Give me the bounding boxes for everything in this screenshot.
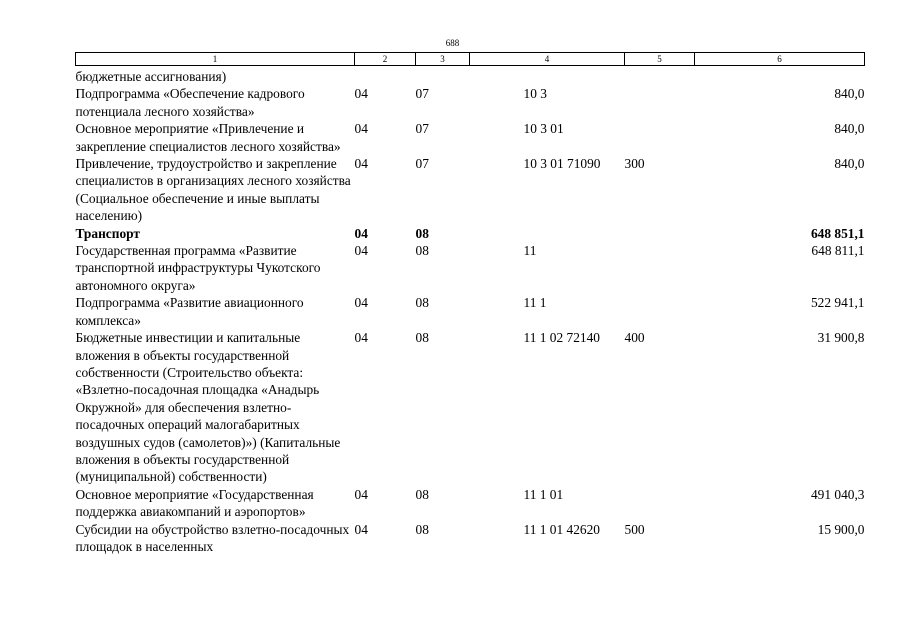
row-target-code: 11 1 01 42620	[523, 521, 600, 537]
row-section-code: 04	[354, 121, 368, 137]
row-amount: 648 811,1	[811, 243, 865, 259]
row-amount: 840,0	[834, 121, 865, 137]
row-amount: 840,0	[834, 86, 865, 102]
table-row	[76, 294, 865, 329]
budget-table	[75, 52, 865, 555]
row-target-code: 11	[523, 243, 537, 259]
row-expense-code	[625, 242, 695, 294]
row-subsection-code: 08	[415, 521, 429, 537]
row-section-code	[355, 66, 416, 86]
table-body	[76, 66, 865, 556]
row-expense-code	[625, 85, 695, 120]
row-expense-code	[625, 120, 695, 155]
row-name: Подпрограмма «Обеспечение кадрового потенциала лесного хозяйства»	[75, 86, 305, 119]
row-expense-code: 500	[624, 521, 645, 537]
row-amount: 840,0	[834, 156, 865, 172]
row-expense-code	[625, 66, 695, 86]
row-subsection-code	[416, 66, 470, 86]
row-amount: 31 900,8	[817, 330, 865, 346]
table-row	[76, 242, 865, 294]
row-subsection-code: 07	[415, 121, 429, 137]
row-subsection-code: 08	[415, 295, 429, 311]
table-row	[76, 521, 865, 556]
row-subsection-code: 07	[415, 86, 429, 102]
row-name: Государственная программа «Развитие транспортной инфраструктуры Чукотского автономного округа»	[75, 243, 321, 293]
row-name: Бюджетные инвестиции и капитальные вложения в объекты государственной собственности (Строительство объекта: «Взлетно-посадочная площадка «Анадырь Окружной» для обеспечения взлетно-посадочных операций малогабаритных воздушных судов (самолетов)») (Капитальные вложения в объекты государственной (муниципальной) собственности)	[75, 330, 341, 485]
table-row	[76, 66, 865, 86]
row-target-code: 11 1 02 72140	[523, 330, 600, 346]
row-expense-code	[625, 225, 695, 242]
row-section-code: 04	[354, 330, 368, 346]
table-row	[76, 85, 865, 120]
row-subsection-code: 07	[415, 156, 429, 172]
row-amount: 15 900,0	[817, 521, 865, 537]
row-expense-code	[625, 294, 695, 329]
row-section-code: 04	[354, 156, 368, 172]
row-target-code: 10 3	[523, 86, 547, 102]
table-row	[76, 225, 865, 242]
row-subsection-code: 08	[415, 243, 429, 259]
row-expense-code	[625, 486, 695, 521]
column-number-section: 2	[355, 53, 416, 66]
row-name: Подпрограмма «Развитие авиационного комплекса»	[75, 295, 304, 328]
row-section-code: 04	[354, 295, 368, 311]
row-section-code: 04	[354, 243, 368, 259]
row-target-code	[470, 225, 625, 242]
row-amount	[695, 66, 865, 86]
row-name: Привлечение, трудоустройство и закрепление специалистов в организациях лесного хозяйства (Социальное обеспечение и иные выплаты населению)	[75, 156, 351, 224]
row-target-code: 10 3 01 71090	[523, 156, 601, 172]
row-expense-code: 300	[624, 156, 645, 172]
row-amount: 491 040,3	[810, 486, 865, 502]
row-name: Основное мероприятие «Государственная поддержка авиакомпаний и аэропортов»	[75, 486, 314, 520]
row-subsection-code: 08	[415, 486, 429, 502]
row-subsection-code: 08	[415, 225, 429, 241]
row-name: Субсидии на обустройство взлетно-посадочных площадок в населенных	[75, 521, 350, 554]
row-target-code: 10 3 01	[523, 121, 564, 137]
row-name: Транспорт	[75, 225, 140, 241]
row-subsection-code: 08	[415, 330, 429, 346]
row-section-code: 04	[354, 86, 368, 102]
table-row	[76, 329, 865, 486]
column-number-name: 1	[76, 53, 355, 66]
row-amount: 522 941,1	[810, 295, 865, 311]
page-number: 688	[445, 38, 460, 48]
column-number-target: 4	[470, 53, 625, 66]
row-name: Основное мероприятие «Привлечение и закрепление специалистов лесного хозяйства»	[75, 121, 341, 154]
column-number-expense: 5	[625, 53, 695, 66]
row-amount: 648 851,1	[810, 225, 865, 241]
column-number-amount: 6	[695, 53, 865, 66]
table-row	[76, 120, 865, 155]
table-row	[76, 486, 865, 521]
row-target-code	[470, 66, 625, 86]
column-number-subsection: 3	[416, 53, 470, 66]
row-expense-code: 400	[624, 330, 645, 346]
row-section-code: 04	[354, 521, 368, 537]
row-section-code: 04	[354, 225, 368, 241]
column-number-header	[76, 53, 865, 66]
row-name: бюджетные ассигнования)	[75, 69, 227, 84]
row-target-code: 11 1 01	[523, 486, 564, 502]
row-target-code: 11 1	[523, 295, 547, 311]
row-section-code: 04	[354, 486, 368, 502]
table-row	[76, 155, 865, 225]
